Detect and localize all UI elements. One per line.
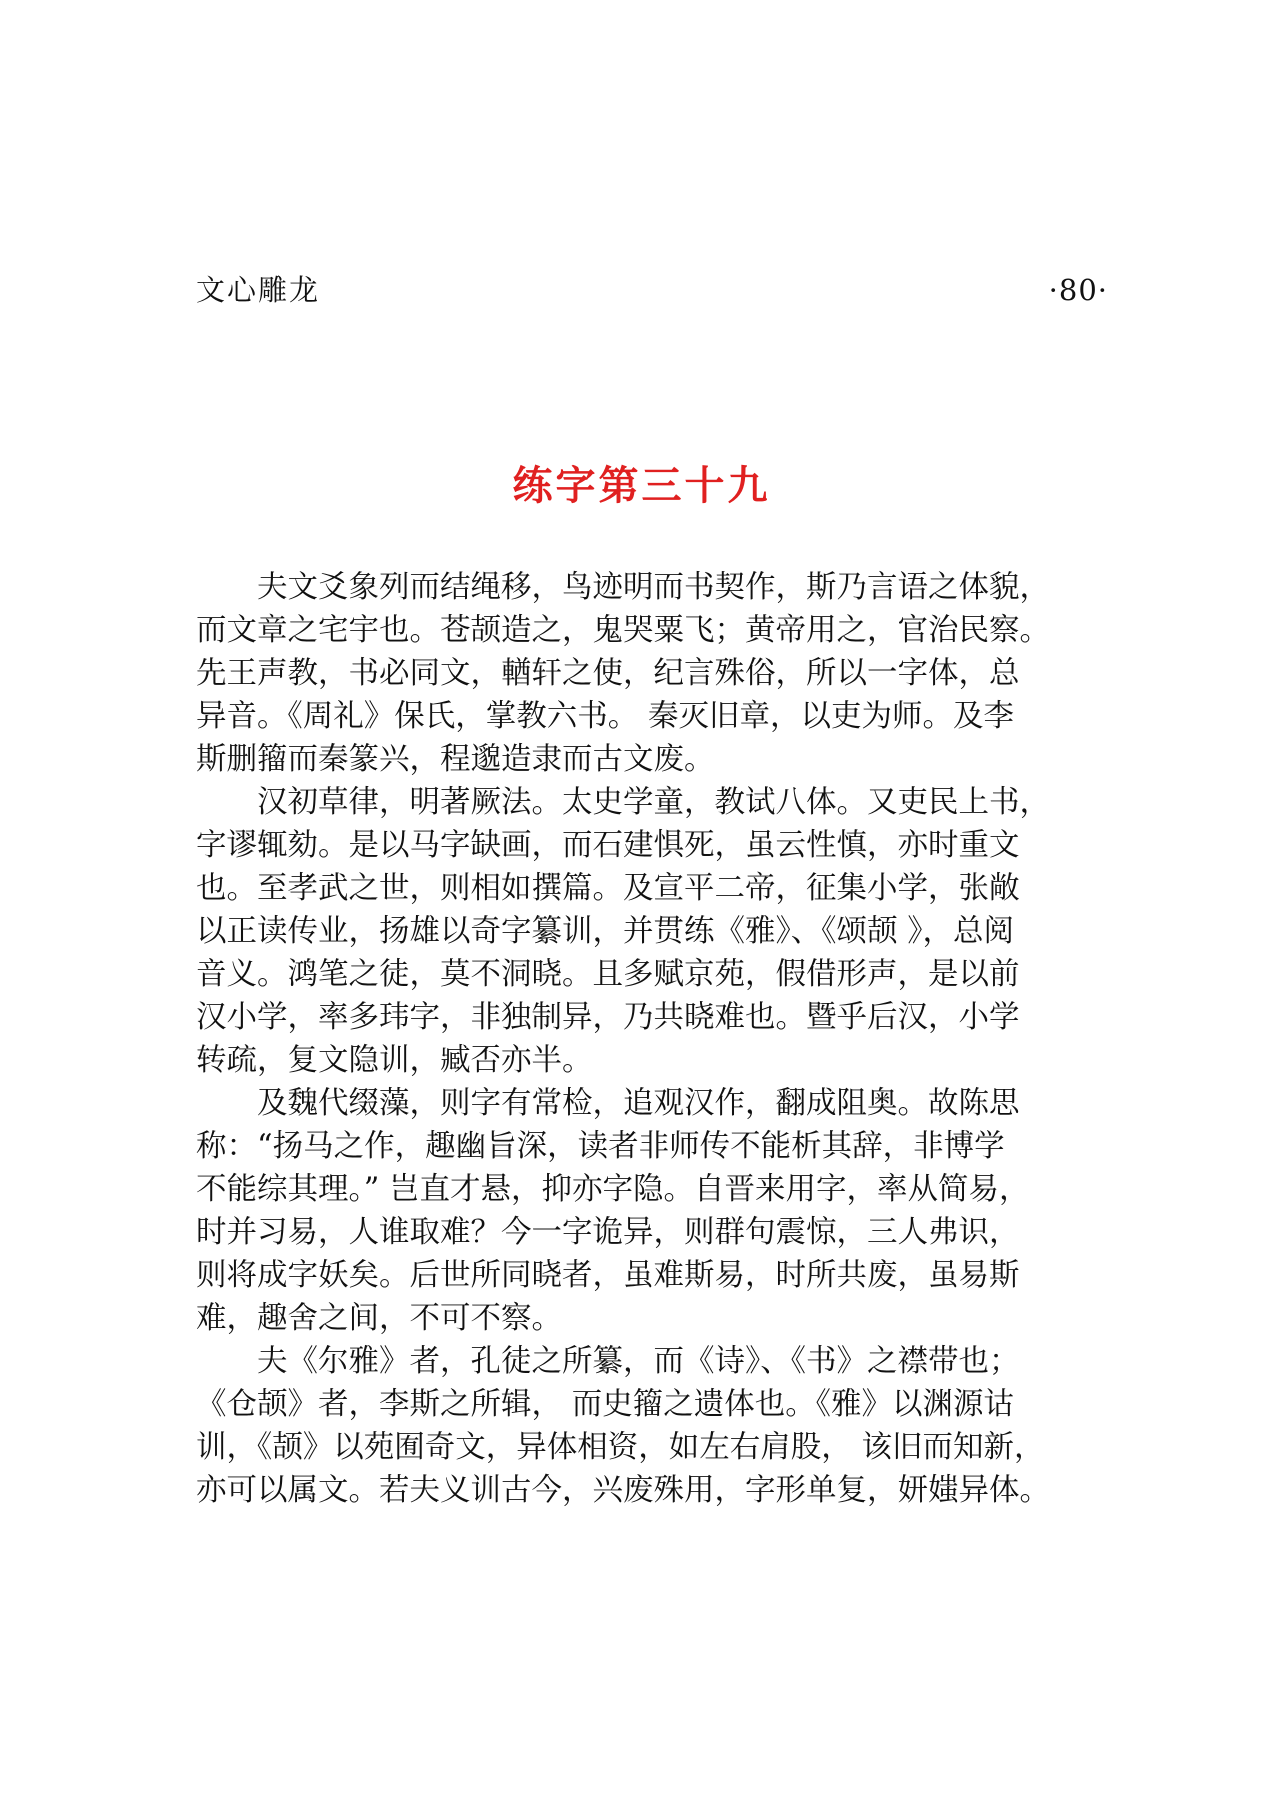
text-line: 而文章之宅宇也。苍颉造之，鬼哭粟飞；黄帝用之，官治民察。 [196,613,1050,648]
text-line: 《仓颉》者，李斯之所辑， 而史籀之遗体也。《雅》以渊源诂 [196,1387,1014,1422]
running-head [196,270,1108,310]
body-text [196,566,1110,1512]
text-line: 也。至孝武之世，则相如撰篇。及宣平二帝，征集小学，张敞 [196,871,1020,906]
text-line: 汉初草律，明著厥法。太史学童，教试八体。又吏民上书， [196,785,1050,820]
text-line: 及魏代缀藻，则字有常检，追观汉作，翻成阻奥。故陈思 [196,1086,1020,1121]
text-line: 难，趣舍之间，不可不察。 [196,1301,562,1336]
book-title: 文心雕龙 [196,273,321,307]
text-line: 以正读传业，扬雄以奇字纂训，并贯练《雅》、《颂颉 》，总阅 [196,914,1014,949]
paragraph [196,1340,1110,1512]
page-number: ·80· [1048,273,1108,307]
text-line: 夫文爻象列而结绳移，鸟迹明而书契作，斯乃言语之体貌， [196,570,1050,605]
chapter-title: 练字第三十九 [512,463,771,509]
text-line: 汉小学，率多玮字，非独制异，乃共晓难也。暨乎后汉，小学 [196,1000,1020,1035]
text-line: 则将成字妖矣。后世所同晓者，虽难斯易，时所共废，虽易斯 [196,1258,1020,1293]
text-line: 转疏，复文隐训，臧否亦半。 [196,1043,593,1078]
text-line: 时并习易，人谁取难？今一字诡异，则群句震惊，三人弗识， [196,1215,1020,1250]
text-line: 先王声教，书必同文，輶轩之使，纪言殊俗，所以一字体，总 [196,656,1020,691]
text-line: 异音。《周礼》保氏，掌教六书。 秦灭旧章，以吏为师。及李 [196,699,1014,734]
text-line: 斯删籀而秦篆兴，程邈造隶而古文废。 [196,742,715,777]
paragraph [196,566,1110,781]
text-line: 亦可以属文。若夫义训古今，兴废殊用，字形单复，妍媸异体。 [196,1473,1050,1508]
paragraph [196,781,1110,1082]
text-line: 夫《尔雅》者，孔徒之所纂，而《诗》、《书》之襟带也； [196,1344,1020,1379]
text-line: 称：“扬马之作，趣幽旨深，读者非师传不能析其辞，非博学 [196,1129,1005,1164]
paragraph [196,1082,1110,1340]
text-line: 训，《颉》以苑囿奇文，异体相资，如左右肩股， 该旧而知新， [196,1430,1045,1465]
text-line: 音义。鸿笔之徒，莫不洞晓。且多赋京苑，假借形声，是以前 [196,957,1020,992]
text-line: 字谬辄劾。是以马字缺画，而石建惧死，虽云性慎，亦时重文 [196,828,1020,863]
text-line: 不能综其理。” 岂直才悬，抑亦字隐。自晋来用字，率从简易， [196,1172,1030,1207]
